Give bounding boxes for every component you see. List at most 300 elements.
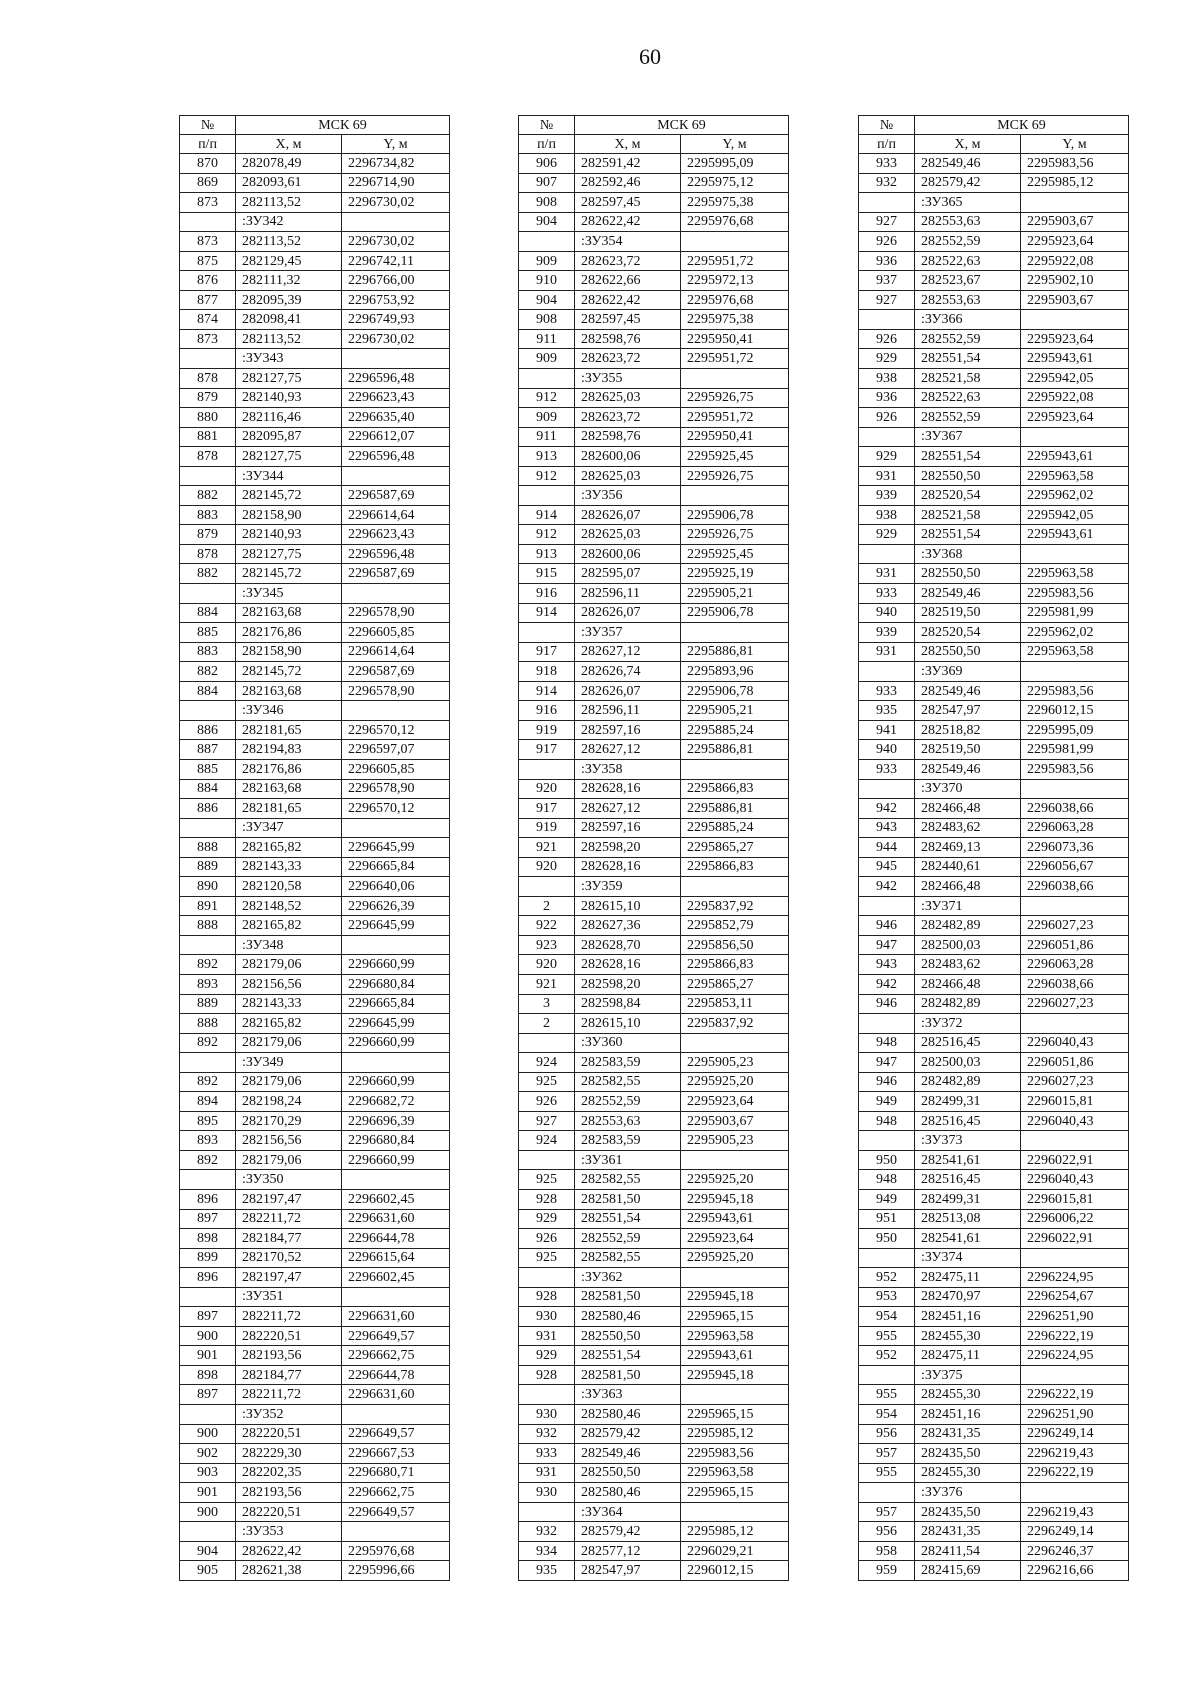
y-coordinate: 2296645,99 [342,1014,450,1034]
y-coordinate: 2296680,71 [342,1463,450,1483]
x-coordinate: 282547,97 [575,1561,681,1581]
x-coordinate: 282623,72 [575,408,681,428]
y-coordinate: 2295983,56 [681,1444,789,1464]
table-row [180,857,450,877]
section-row [180,935,450,955]
y-coordinate: 2295985,12 [681,1522,789,1542]
x-coordinate: 282165,82 [236,838,342,858]
point-number: 893 [180,1131,236,1151]
point-number: 954 [859,1307,915,1327]
y-coordinate: 2295942,05 [1021,505,1129,525]
y-coordinate: 2296665,84 [342,994,450,1014]
header-msk: МСК 69 [575,116,789,135]
y-coordinate: 2295950,41 [681,427,789,447]
table-row [180,1561,450,1581]
y-coordinate: 2296051,86 [1021,1053,1129,1073]
y-coordinate: 2296649,57 [342,1424,450,1444]
section-label: :ЗУ365 [915,193,1021,213]
section-label: :ЗУ372 [915,1014,1021,1034]
section-no-cell [180,701,236,721]
y-coordinate: 2295885,24 [681,720,789,740]
table-row [859,935,1129,955]
y-coordinate: 2295963,58 [681,1463,789,1483]
y-coordinate: 2295951,72 [681,408,789,428]
table-row [519,212,789,232]
table-row [180,1229,450,1249]
table-row [519,408,789,428]
y-coordinate: 2296631,60 [342,1307,450,1327]
point-number: 884 [180,681,236,701]
x-coordinate: 282156,56 [236,1131,342,1151]
x-coordinate: 282143,33 [236,994,342,1014]
point-number: 941 [859,720,915,740]
y-coordinate: 2295905,21 [681,701,789,721]
point-number: 897 [180,1209,236,1229]
table-row [859,1346,1129,1366]
point-number: 916 [519,701,575,721]
x-coordinate: 282516,45 [915,1111,1021,1131]
section-empty-cell [342,584,450,604]
table-row [859,251,1129,271]
y-coordinate: 2296614,64 [342,505,450,525]
section-empty-cell [681,486,789,506]
section-label: :ЗУ373 [915,1131,1021,1151]
point-number: 929 [519,1346,575,1366]
point-number: 870 [180,154,236,174]
point-number: 947 [859,935,915,955]
section-no-cell [519,369,575,389]
section-empty-cell [342,212,450,232]
section-row [180,584,450,604]
point-number: 885 [180,759,236,779]
point-number: 907 [519,173,575,193]
section-label: :ЗУ360 [575,1033,681,1053]
point-number: 882 [180,564,236,584]
table-row [519,1405,789,1425]
y-coordinate: 2295995,09 [681,154,789,174]
y-coordinate: 2295903,67 [1021,212,1129,232]
table-row [180,1346,450,1366]
table-row [519,1561,789,1581]
y-coordinate: 2296015,81 [1021,1189,1129,1209]
y-coordinate: 2295972,13 [681,271,789,291]
x-coordinate: 282521,58 [915,505,1021,525]
table-row [180,662,450,682]
point-number: 2 [519,896,575,916]
y-coordinate: 2296578,90 [342,779,450,799]
x-coordinate: 282522,63 [915,388,1021,408]
x-coordinate: 282148,52 [236,896,342,916]
table-row [519,642,789,662]
y-coordinate: 2296612,07 [342,427,450,447]
y-coordinate: 2296662,75 [342,1346,450,1366]
section-label: :ЗУ357 [575,623,681,643]
x-coordinate: 282591,42 [575,154,681,174]
y-coordinate: 2296631,60 [342,1209,450,1229]
section-row [180,1522,450,1542]
section-row [859,1131,1129,1151]
x-coordinate: 282170,52 [236,1248,342,1268]
y-coordinate: 2295906,78 [681,681,789,701]
y-coordinate: 2295856,50 [681,935,789,955]
point-number: 877 [180,290,236,310]
point-number: 913 [519,544,575,564]
table-row [180,759,450,779]
table-row [180,799,450,819]
y-coordinate: 2295943,61 [681,1209,789,1229]
table-row [519,1483,789,1503]
point-number: 916 [519,584,575,604]
table-row [859,584,1129,604]
table-row [519,1326,789,1346]
point-number: 924 [519,1053,575,1073]
table-row [180,1307,450,1327]
section-no-cell [859,1248,915,1268]
header-pp: п/п [180,135,236,154]
point-number: 933 [519,1444,575,1464]
x-coordinate: 282127,75 [236,544,342,564]
point-number: 896 [180,1268,236,1288]
point-number: 944 [859,838,915,858]
point-number: 926 [859,232,915,252]
table-row [180,1209,450,1229]
x-coordinate: 282158,90 [236,505,342,525]
x-coordinate: 282598,76 [575,329,681,349]
table-row [519,1189,789,1209]
x-coordinate: 282520,54 [915,486,1021,506]
point-number: 3 [519,994,575,1014]
point-number: 888 [180,1014,236,1034]
point-number: 888 [180,916,236,936]
y-coordinate: 2295981,99 [1021,740,1129,760]
table-row [859,154,1129,174]
table-row [180,994,450,1014]
table-row [519,1131,789,1151]
x-coordinate: 282550,50 [575,1326,681,1346]
point-number: 923 [519,935,575,955]
point-number: 884 [180,779,236,799]
x-coordinate: 282582,55 [575,1072,681,1092]
table-row [519,1209,789,1229]
table-body [519,154,789,1581]
x-coordinate: 282513,08 [915,1209,1021,1229]
point-number: 939 [859,623,915,643]
point-number: 956 [859,1522,915,1542]
section-no-cell [180,1170,236,1190]
table-row [180,251,450,271]
section-label: :ЗУ375 [915,1365,1021,1385]
point-number: 957 [859,1444,915,1464]
table-row [859,720,1129,740]
table-row [859,290,1129,310]
y-coordinate: 2296027,23 [1021,916,1129,936]
section-row [519,759,789,779]
x-coordinate: 282431,35 [915,1522,1021,1542]
x-coordinate: 282549,46 [915,154,1021,174]
section-label: :ЗУ354 [575,232,681,252]
y-coordinate: 2296224,95 [1021,1268,1129,1288]
x-coordinate: 282482,89 [915,994,1021,1014]
point-number: 874 [180,310,236,330]
section-label: :ЗУ345 [236,584,342,604]
y-coordinate: 2296596,48 [342,544,450,564]
y-coordinate: 2296734,82 [342,154,450,174]
x-coordinate: 282179,06 [236,1150,342,1170]
y-coordinate: 2295975,38 [681,193,789,213]
section-empty-cell [342,701,450,721]
point-number: 927 [519,1111,575,1131]
point-number: 919 [519,818,575,838]
point-number: 959 [859,1561,915,1581]
point-number: 891 [180,896,236,916]
section-row [180,1053,450,1073]
point-number: 909 [519,408,575,428]
table-row [180,1072,450,1092]
header-pp: п/п [859,135,915,154]
coordinate-table-3 [858,115,1129,1581]
y-coordinate: 2295985,12 [1021,173,1129,193]
y-coordinate: 2296249,14 [1021,1522,1129,1542]
y-coordinate: 2295925,20 [681,1072,789,1092]
point-number: 942 [859,877,915,897]
x-coordinate: 282127,75 [236,447,342,467]
table-row [180,955,450,975]
x-coordinate: 282163,68 [236,603,342,623]
section-label: :ЗУ376 [915,1483,1021,1503]
section-no-cell [859,1131,915,1151]
point-number: 869 [180,173,236,193]
table-row [859,838,1129,858]
x-coordinate: 282577,12 [575,1541,681,1561]
point-number: 898 [180,1365,236,1385]
page-number: 60 [639,44,661,69]
point-number: 880 [180,408,236,428]
x-coordinate: 282553,63 [575,1111,681,1131]
table-row [180,877,450,897]
table-row [859,1444,1129,1464]
section-row [859,193,1129,213]
point-number: 955 [859,1463,915,1483]
section-row [519,232,789,252]
table-row [519,603,789,623]
section-empty-cell [1021,1131,1129,1151]
section-empty-cell [342,1170,450,1190]
section-empty-cell [342,1053,450,1073]
y-coordinate: 2296749,93 [342,310,450,330]
section-label: :ЗУ342 [236,212,342,232]
point-number: 892 [180,1072,236,1092]
point-number: 931 [859,564,915,584]
table-row [180,974,450,994]
section-label: :ЗУ352 [236,1405,342,1425]
point-number: 917 [519,642,575,662]
x-coordinate: 282469,13 [915,838,1021,858]
point-number: 914 [519,505,575,525]
y-coordinate: 2295965,15 [681,1405,789,1425]
y-coordinate: 2295975,38 [681,310,789,330]
y-coordinate: 2295983,56 [1021,584,1129,604]
table-row [859,1189,1129,1209]
table-row [180,838,450,858]
point-number: 931 [519,1463,575,1483]
table-row [519,857,789,877]
section-label: :ЗУ367 [915,427,1021,447]
section-no-cell [859,1483,915,1503]
section-no-cell [180,935,236,955]
y-coordinate: 2296040,43 [1021,1033,1129,1053]
x-coordinate: 282184,77 [236,1229,342,1249]
x-coordinate: 282113,52 [236,193,342,213]
point-number: 913 [519,447,575,467]
coordinate-table-2 [518,115,789,1581]
x-coordinate: 282184,77 [236,1365,342,1385]
table-row [859,1170,1129,1190]
y-coordinate: 2296623,43 [342,525,450,545]
point-number: 889 [180,857,236,877]
table-row [180,173,450,193]
y-coordinate: 2295926,75 [681,388,789,408]
table-row [859,466,1129,486]
table-row [519,466,789,486]
point-number: 931 [859,642,915,662]
section-no-cell [859,544,915,564]
y-coordinate: 2296038,66 [1021,799,1129,819]
point-number: 910 [519,271,575,291]
section-label: :ЗУ361 [575,1150,681,1170]
x-coordinate: 282483,62 [915,818,1021,838]
section-row [859,544,1129,564]
y-coordinate: 2296570,12 [342,720,450,740]
table-row [519,388,789,408]
table-row [859,1150,1129,1170]
x-coordinate: 282627,36 [575,916,681,936]
x-coordinate: 282550,50 [575,1463,681,1483]
x-coordinate: 282583,59 [575,1053,681,1073]
x-coordinate: 282181,65 [236,720,342,740]
table-row [180,525,450,545]
y-coordinate: 2295976,68 [681,212,789,232]
y-coordinate: 2296635,40 [342,408,450,428]
x-coordinate: 282541,61 [915,1150,1021,1170]
y-coordinate: 2296596,48 [342,369,450,389]
y-coordinate: 2295906,78 [681,505,789,525]
y-coordinate: 2295922,08 [1021,251,1129,271]
x-coordinate: 282475,11 [915,1346,1021,1366]
point-number: 936 [859,251,915,271]
section-no-cell [180,466,236,486]
section-row [859,1014,1129,1034]
x-coordinate: 282165,82 [236,916,342,936]
point-number: 920 [519,955,575,975]
table-row [519,1111,789,1131]
y-coordinate: 2296665,84 [342,857,450,877]
table-row [180,916,450,936]
x-coordinate: 282520,54 [915,623,1021,643]
point-number: 902 [180,1444,236,1464]
table-row [859,408,1129,428]
table-row [180,740,450,760]
y-coordinate: 2295923,64 [1021,329,1129,349]
y-coordinate: 2295976,68 [342,1541,450,1561]
point-number: 928 [519,1287,575,1307]
y-coordinate: 2296056,67 [1021,857,1129,877]
section-label: :ЗУ355 [575,369,681,389]
point-number: 894 [180,1092,236,1112]
table-row [859,681,1129,701]
section-label: :ЗУ344 [236,466,342,486]
table-row [180,310,450,330]
x-coordinate: 282626,74 [575,662,681,682]
table-row [519,935,789,955]
section-no-cell [180,1405,236,1425]
section-empty-cell [1021,662,1129,682]
y-coordinate: 2295903,67 [1021,290,1129,310]
section-empty-cell [342,1405,450,1425]
section-label: :ЗУ351 [236,1287,342,1307]
table-row [519,1170,789,1190]
table-row [859,486,1129,506]
point-number: 935 [519,1561,575,1581]
table-row [519,329,789,349]
point-number: 926 [859,408,915,428]
y-coordinate: 2296696,39 [342,1111,450,1131]
point-number: 946 [859,994,915,1014]
x-coordinate: 282140,93 [236,388,342,408]
y-coordinate: 2296040,43 [1021,1170,1129,1190]
x-coordinate: 282145,72 [236,486,342,506]
x-coordinate: 282550,50 [915,564,1021,584]
x-coordinate: 282582,55 [575,1248,681,1268]
point-number: 2 [519,1014,575,1034]
table-row [180,505,450,525]
section-label: :ЗУ353 [236,1522,342,1542]
section-label: :ЗУ343 [236,349,342,369]
x-coordinate: 282163,68 [236,681,342,701]
section-row [519,486,789,506]
table-row [180,1189,450,1209]
table-row [519,974,789,994]
x-coordinate: 282470,97 [915,1287,1021,1307]
table-row [859,1502,1129,1522]
point-number: 930 [519,1483,575,1503]
x-coordinate: 282552,59 [915,329,1021,349]
table-row [519,1365,789,1385]
table-row [859,525,1129,545]
x-coordinate: 282622,42 [575,212,681,232]
x-coordinate: 282626,07 [575,505,681,525]
table-row [859,1405,1129,1425]
x-coordinate: 282500,03 [915,1053,1021,1073]
x-coordinate: 282600,06 [575,544,681,564]
y-coordinate: 2296251,90 [1021,1307,1129,1327]
x-coordinate: 282597,45 [575,310,681,330]
section-row [859,427,1129,447]
x-coordinate: 282098,41 [236,310,342,330]
y-coordinate: 2295837,92 [681,1014,789,1034]
point-number: 912 [519,525,575,545]
table-row [519,720,789,740]
point-number: 897 [180,1385,236,1405]
x-coordinate: 282095,39 [236,290,342,310]
section-empty-cell [342,1287,450,1307]
section-label: :ЗУ359 [575,877,681,897]
y-coordinate: 2295945,18 [681,1365,789,1385]
x-coordinate: 282475,11 [915,1268,1021,1288]
point-number: 958 [859,1541,915,1561]
section-no-cell [859,896,915,916]
x-coordinate: 282127,75 [236,369,342,389]
x-coordinate: 282626,07 [575,681,681,701]
